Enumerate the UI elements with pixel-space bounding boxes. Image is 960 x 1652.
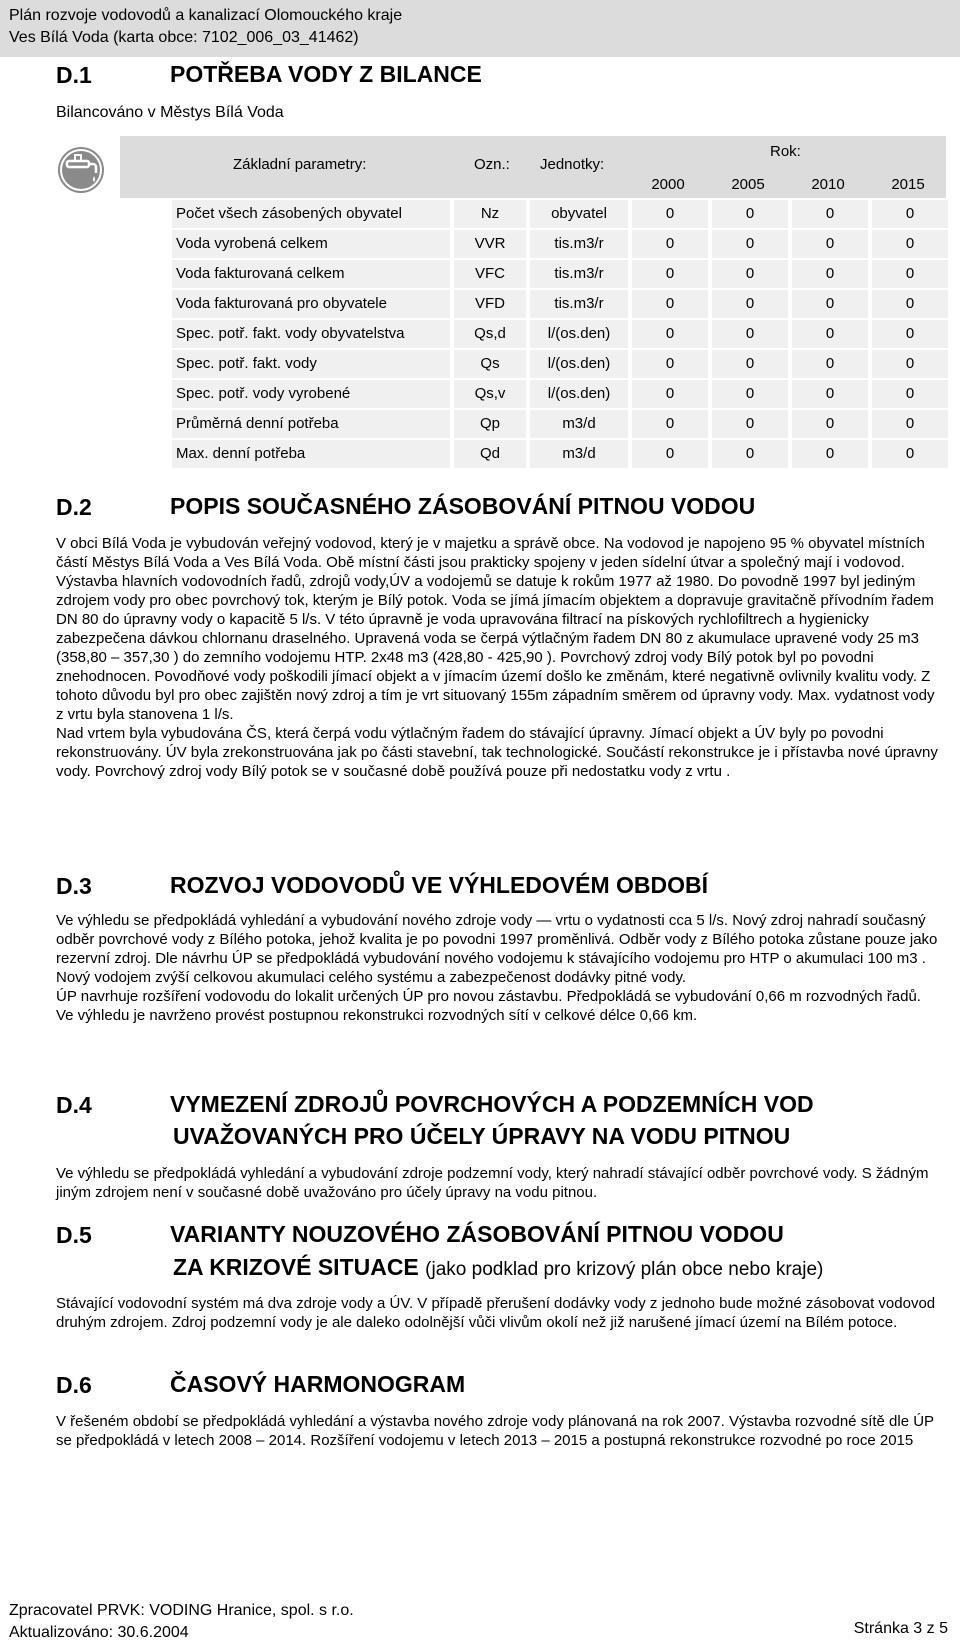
table-row-name: Průměrná denní potřeba: [172, 410, 450, 438]
water-tap-icon: [56, 145, 106, 195]
header-ozn: Ozn.:: [474, 156, 510, 173]
paragraph: Nad vrtem byla vybudována ČS, která čerpá vodu výtlačným řadem do stávající úpravny. Jímací objekt a ÚV byly po povodni rekonstruovány. ÚV byla zrekonstruována jak po části stavební, tak technologické. Součástí rekonstrukce je i přístavba nové úpravny vody. Povrchový zdroj vody Bílý potok se v současné době používá pouze při nedostatku vody z vrtu .: [56, 725, 938, 780]
table-row-name: Voda vyrobená celkem: [172, 230, 450, 258]
section-number-d5: D.5: [56, 1222, 92, 1248]
table-row-value: 0: [632, 260, 708, 288]
table-row-value: 0: [712, 320, 788, 348]
table-row-value: 0: [712, 230, 788, 258]
table-row-value: 0: [632, 230, 708, 258]
table-row-value: 0: [632, 350, 708, 378]
table-row-ozn: Qs: [454, 350, 526, 378]
table-row-ozn: Nz: [454, 200, 526, 228]
footer-updated: Aktualizováno: 30.6.2004: [9, 1624, 189, 1641]
table-row-value: 0: [792, 290, 868, 318]
header-params: Základní parametry:: [233, 156, 367, 173]
section-title-d5-line1: VARIANTY NOUZOVÉHO ZÁSOBOVÁNÍ PITNOU VODOU: [170, 1221, 784, 1247]
paragraph: Stávající vodovodní systém má dva zdroje vody a ÚV. V případě přerušení dodávky vody z jednoho bude možné zásobovat vodovod druhým zdrojem. Zdroj podzemní vody je ale daleko odolnější vůči vlivům okolí než již narušené jímací území na Bílém potoce.: [56, 1295, 936, 1331]
table-row-value: 0: [632, 290, 708, 318]
table-row-name: Voda fakturovaná celkem: [172, 260, 450, 288]
header-year-col: 2000: [651, 176, 685, 193]
header-units: Jednotky:: [540, 156, 605, 173]
section-text-d4: [56, 1164, 946, 1202]
table-row-value: 0: [712, 380, 788, 408]
section-number-d1: D.1: [56, 62, 92, 88]
page-footer: [9, 1600, 354, 1644]
section-text-d5: [56, 1294, 946, 1332]
section-text-d3: [56, 911, 946, 1025]
paragraph: Ve výhledu se předpokládá vyhledání a vybudování zdroje podzemní vody, který nahradí stávající odběr povrchové vody. S žádným jiným zdrojem není v současné době uvažováno pro účely úpravy na vodu pitnou.: [56, 1165, 929, 1201]
table-row-ozn: Qd: [454, 440, 526, 468]
table-row-value: 0: [792, 440, 868, 468]
header-subtitle: Ves Bílá Voda (karta obce: 7102_006_03_41462): [9, 29, 359, 46]
table-row-value: 0: [632, 440, 708, 468]
footer-processor: Zpracovatel PRVK: VODING Hranice, spol. s r.o.: [9, 1602, 354, 1619]
table-row-ozn: Qp: [454, 410, 526, 438]
table-row-value: 0: [712, 440, 788, 468]
table-row-ozn: Qs,v: [454, 380, 526, 408]
table-row-value: 0: [872, 440, 948, 468]
section-number-d2: D.2: [56, 494, 92, 520]
table-row-value: 0: [872, 200, 948, 228]
header-year-col: 2015: [891, 176, 925, 193]
table-row-value: 0: [792, 380, 868, 408]
table-row-value: 0: [712, 410, 788, 438]
page-number: Stránka 3 z 5: [853, 1620, 948, 1637]
table-row-value: 0: [632, 200, 708, 228]
section-number-d3: D.3: [56, 873, 92, 899]
paragraph: Ve výhledu se předpokládá vyhledání a vybudování nového zdroje vody — vrtu o vydatnosti cca 5 l/s. Nový zdroj nahradí současný odběr povrchové vody z Bílého potoka, jehož kvalita je po povodni 1997 proměnlivá. Odběr vody z Bílého potoka zůstane pouze jako rezervní zdroj. Dle návrhu ÚP se předpokládá vybudování nového vodojemu k stávajícího vodojemu pro HTP o akumulaci 100 m3 . Nový vodojem zvýší celkovou akumulaci celého systému a zabezpečenost dodávky pitné vody.: [56, 912, 938, 986]
table-row-unit: tis.m3/r: [530, 290, 628, 318]
header-year-col: 2010: [811, 176, 845, 193]
header-year: Rok:: [770, 143, 801, 160]
table-row-name: Počet všech zásobených obyvatel: [172, 200, 450, 228]
table-row-name: Spec. potř. fakt. vody obyvatelstva: [172, 320, 450, 348]
section-title-d5-line2: [173, 1251, 823, 1286]
paragraph: V řešeném období se předpokládá vyhledání a výstavba nového zdroje vody plánovaná na rok 2007. Výstavba rozvodné sítě dle ÚP se předpokládá v letech 2008 – 2014. Rozšíření vodojemu v letech 2013 – 2015 a postupná rekonstrukce rozvodné po roce 2015: [56, 1413, 934, 1449]
table-row-value: 0: [872, 380, 948, 408]
table-row-value: 0: [872, 410, 948, 438]
table-row-value: 0: [712, 350, 788, 378]
table-row-value: 0: [792, 200, 868, 228]
section-title-d2: POPIS SOUČASNÉHO ZÁSOBOVÁNÍ PITNOU VODOU: [170, 493, 756, 519]
table-row-value: 0: [712, 260, 788, 288]
section-number-d6: D.6: [56, 1372, 92, 1398]
header-title: Plán rozvoje vodovodů a kanalizací Olomouckého kraje: [9, 7, 403, 24]
paragraph: Výstavba hlavních vodovodních řadů, zdrojů vody,ÚV a vodojemů se datuje k rokům 1977 až 1980. Do povodně 1997 byl jediným zdrojem vody pro obec povrchový tok, kterým je Bílý potok. Voda se jímá jímacím objektem a dopravuje gravitačně přívodním řadem DN 80 do úpravny vody o kapacitě 5 l/s. V této úpravně je voda upravována filtrací na pískových rychlofiltrech a hygienicky zabezpečena dávkou chlornanu draselného. Upravená voda se čerpá výtlačným řadem DN 80 z akumulace upravené vody 25 m3 (358,80 – 357,30 ) do zemního vodojemu HTP. 2x48 m3 (428,80 - 425,90 ). Povrchový zdroj vody Bílý potok byl po povodni znehodnocen. Povodňové vody poškodili jímací objekt a v jímacím území došlo ke změnám, které negativně ovlivnily kvalitu vody. Z tohoto důvodu byl pro obec zajištěn nový zdroj a tím je vrt situovaný 155m západním směrem od úpravny vody. Max. vydatnost vody z vrtu byla stanovena 1 l/s.: [56, 573, 935, 723]
table-row-unit: tis.m3/r: [530, 230, 628, 258]
section-title-d4-line2: UVAŽOVANÝCH PRO ÚČELY ÚPRAVY NA VODU PITNOU: [173, 1123, 791, 1149]
table-row-value: 0: [792, 410, 868, 438]
paragraph: Ve výhledu je navrženo provést postupnou rekonstrukci rozvodných sítí v celkové délce 0,66 km.: [56, 1007, 698, 1024]
section-subtitle-d1: Bilancováno v Městys Bílá Voda: [56, 104, 284, 121]
table-row-value: 0: [872, 260, 948, 288]
table-row-value: 0: [872, 290, 948, 318]
table-row-unit: obyvatel: [530, 200, 628, 228]
section-title-d5-suffix: (jako podklad pro krizový plán obce nebo kraje): [425, 1259, 824, 1280]
table-row-value: 0: [712, 290, 788, 318]
header-year-col: 2005: [731, 176, 765, 193]
section-title-d1: POTŘEBA VODY Z BILANCE: [170, 61, 482, 87]
table-row-value: 0: [872, 230, 948, 258]
section-title-d4-line1: VYMEZENÍ ZDROJŮ POVRCHOVÝCH A PODZEMNÍCH VOD: [170, 1091, 814, 1117]
section-number-d4: D.4: [56, 1092, 92, 1118]
table-row-value: 0: [792, 320, 868, 348]
table-row-name: Spec. potř. vody vyrobené: [172, 380, 450, 408]
table-row-name: Spec. potř. fakt. vody: [172, 350, 450, 378]
table-row-ozn: Qs,d: [454, 320, 526, 348]
page-header: [0, 0, 960, 57]
table-row-unit: l/(os.den): [530, 320, 628, 348]
table-row-unit: m3/d: [530, 440, 628, 468]
paragraph: V obci Bílá Voda je vybudován veřejný vodovod, který je v majetku a správě obce. Na vodovod je napojeno 95 % obyvatel místních částí Městys Bílá Voda a Ves Bílá Voda. Obě místní části jsou prakticky spojeny v jeden sídelní útvar a společný mají i vodovod.: [56, 535, 925, 571]
table-row-value: 0: [712, 200, 788, 228]
table-row-value: 0: [872, 350, 948, 378]
table-row-name: Voda fakturovaná pro obyvatele: [172, 290, 450, 318]
table-row-value: 0: [792, 230, 868, 258]
table-row-unit: l/(os.den): [530, 350, 628, 378]
table-row-ozn: VFD: [454, 290, 526, 318]
section-title-d5-bold: ZA KRIZOVÉ SITUACE: [173, 1254, 419, 1280]
table-row-value: 0: [872, 320, 948, 348]
table-row-ozn: VVR: [454, 230, 526, 258]
table-row-value: 0: [792, 260, 868, 288]
table-row-ozn: VFC: [454, 260, 526, 288]
section-text-d6: [56, 1412, 946, 1450]
table-row-value: 0: [632, 410, 708, 438]
section-title-d3: ROZVOJ VODOVODŮ VE VÝHLEDOVÉM OBDOBÍ: [170, 872, 709, 898]
table-row-value: 0: [632, 380, 708, 408]
table-row-value: 0: [792, 350, 868, 378]
section-title-d6: ČASOVÝ HARMONOGRAM: [170, 1371, 466, 1397]
table-row-unit: m3/d: [530, 410, 628, 438]
section-text-d2: [56, 534, 946, 781]
paragraph: ÚP navrhuje rozšíření vodovodu do lokalit určených ÚP pro novou zástavbu. Předpokládá se vybudování 0,66 m rozvodných řadů.: [56, 988, 921, 1005]
table-row-value: 0: [632, 320, 708, 348]
table-row-unit: l/(os.den): [530, 380, 628, 408]
table-row-unit: tis.m3/r: [530, 260, 628, 288]
table-row-name: Max. denní potřeba: [172, 440, 450, 468]
